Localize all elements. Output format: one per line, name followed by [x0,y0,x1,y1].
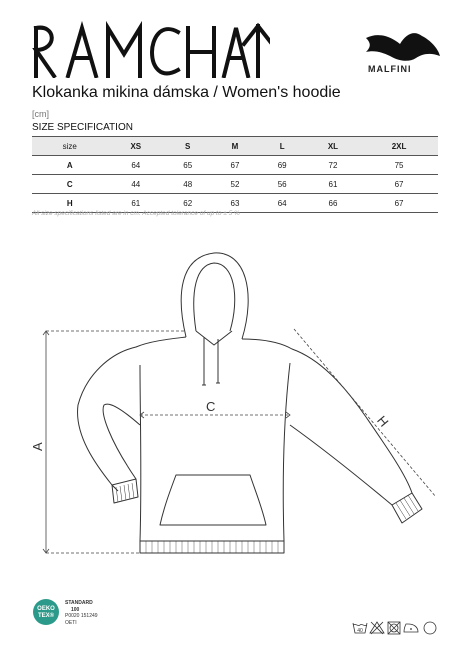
table-cell: 56 [259,175,306,194]
table-cell: 44 [108,175,165,194]
table-cell: 61 [108,194,165,213]
row-label: H [32,194,108,213]
logo-text: MALFINI [368,64,412,74]
table-row [32,175,438,194]
product-title: Klokanka mikina dámska / Women's hoodie [32,84,341,101]
table-cell: 69 [259,156,306,175]
table-cell: 63 [211,194,258,213]
brand-wordmark [30,20,270,78]
row-label: A [32,156,108,175]
cert-line1: STANDARD [65,600,93,606]
size-specification-title: SIZE SPECIFICATION [32,122,133,133]
oeko-logo-line2: TEX® [37,613,55,619]
table-cell: 64 [259,194,306,213]
header-cell: size [32,137,108,156]
no-tumble-dry-icon [388,622,400,634]
cert-line4: OETI [65,619,77,626]
size-table-header [32,137,438,156]
table-row [32,156,438,175]
table-cell: 48 [164,175,211,194]
table-cell: 72 [306,156,360,175]
header-cell: XS [108,137,165,156]
header-cell: M [211,137,258,156]
hood-outline [181,253,248,339]
table-cell: 67 [360,194,438,213]
care-symbols [352,620,442,636]
label-a: A [30,442,45,451]
no-bleach-icon [370,622,384,634]
hood-opening [194,263,235,331]
table-cell: 61 [306,175,360,194]
measure-h-line [294,329,436,497]
right-cuff [392,493,422,523]
table-cell: 64 [108,156,165,175]
header-cell: L [259,137,306,156]
wash-temp: 40 [357,628,363,634]
table-cell: 67 [360,175,438,194]
table-cell: 62 [164,194,211,213]
unit-label: [cm] [32,109,49,119]
header-cell: XL [306,137,360,156]
size-table [32,136,438,213]
cert-line2: 100 [71,606,80,613]
drawstring-left [202,337,206,385]
oeko-logo-line1: OEKO [37,606,55,612]
hoodie-body [78,337,412,541]
drawstring-right [216,339,220,383]
iron-dot [410,628,412,630]
table-cell: 52 [211,175,258,194]
dry-clean-icon [424,622,436,634]
table-cell: 75 [360,156,438,175]
table-cell: 65 [164,156,211,175]
tolerance-note: All size specifications listed are in cm. Accepted tolerance of up to ± 5 % [32,210,240,217]
header-cell: S [164,137,211,156]
hoodie-diagram [0,235,470,575]
oeko-tex-icon [32,598,60,626]
iron-low-icon [404,624,418,632]
table-cell: 67 [211,156,258,175]
kangaroo-pocket [160,475,266,525]
header-cell: 2XL [360,137,438,156]
cert-line3: P0020 151249 [65,613,98,619]
label-c: C [206,399,216,414]
label-h: H [374,412,392,430]
certification-text [65,600,98,626]
row-label: C [32,175,108,194]
table-cell: 66 [306,194,360,213]
